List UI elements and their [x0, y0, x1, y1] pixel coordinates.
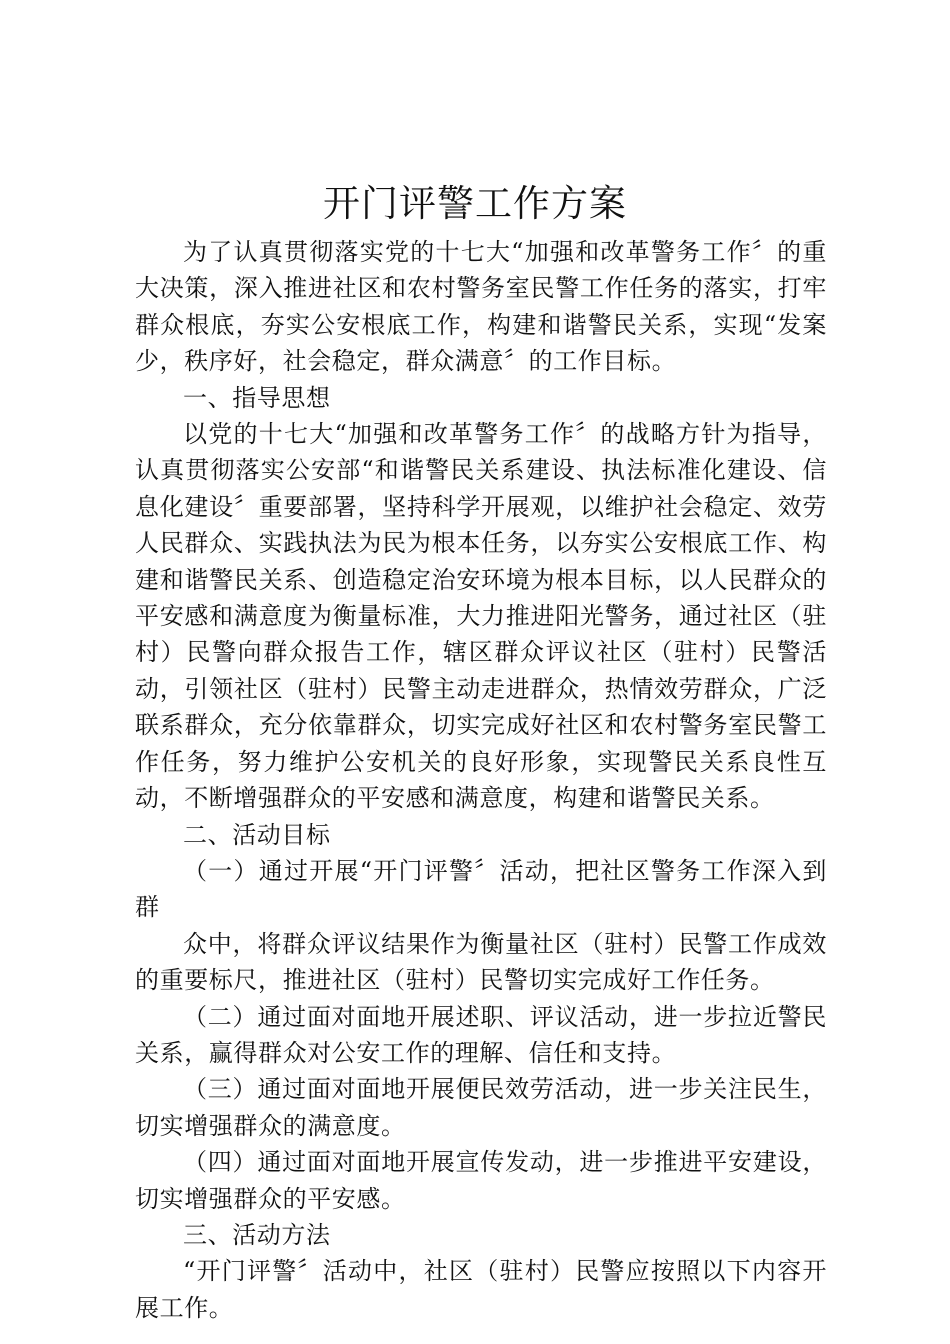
section-heading-guiding-ideology: 一、指导思想 — [183, 383, 331, 412]
goal-item-3: （三）通过面对面地开展便民效劳活动，进一步关注民生，切实增强群众的满意度。 — [135, 1075, 827, 1140]
section-heading-activity-methods: 三、活动方法 — [183, 1220, 331, 1249]
goal-item-1: （一）通过开展“开门评警〞活动，把社区警务工作深入到群 — [135, 856, 827, 922]
section-heading-activity-goals: 二、活动目标 — [183, 820, 331, 849]
goal-item-2: （二）通过面对面地开展述职、评议活动，进一步拉近警民关系，赢得群众对公安工作的理解、信任和支持。 — [135, 1002, 827, 1067]
goal-item-1-continued: 众中，将群众评议结果作为衡量社区（驻村）民警工作成效的重要标尺，推进社区（驻村）民警切实完成好工作任务。 — [135, 929, 827, 995]
document-title: 开门评警工作方案 — [323, 182, 627, 225]
document-body — [135, 234, 827, 1326]
guiding-ideology-paragraph: 以党的十七大“加强和改革警务工作〞的战略方针为指导，认真贯彻落实公安部“和谐警民关系建设、执法标准化建设、信息化建设〞重要部署，坚持科学开展观，以维护社会稳定、效劳人民群众、实践执法为民为根本任务，以夯实公安根底工作、构建和谐警民关系、创造稳定治安环境为根本目标，以人民群众的平安感和满意度为衡量标准，大力推进阳光警务，通过社区（驻村）民警向群众报告工作，辖区群众评议社区（驻村）民警活动，引领社区（驻村）民警主动走进群众，热情效劳群众，广泛联系群众，充分依靠群众，切实完成好社区和农村警务室民警工作任务，努力维护公安机关的良好形象，实现警民关系良性互动，不断增强群众的平安感和满意度，构建和谐警民关系。 — [135, 420, 827, 813]
intro-paragraph: 为了认真贯彻落实党的十七大“加强和改革警务工作〞的重大决策，深入推进社区和农村警务室民警工作任务的落实，打牢群众根底，夯实公安根底工作，构建和谐警民关系，实现“发案少，秩序好，社会稳定，群众满意〞的工作目标。 — [135, 238, 827, 376]
goal-item-4: （四）通过面对面地开展宣传发动，进一步推进平安建设，切实增强群众的平安感。 — [135, 1148, 827, 1213]
methods-paragraph: “开门评警〞活动中，社区（驻村）民警应按照以下内容开展工作。 — [135, 1257, 827, 1322]
